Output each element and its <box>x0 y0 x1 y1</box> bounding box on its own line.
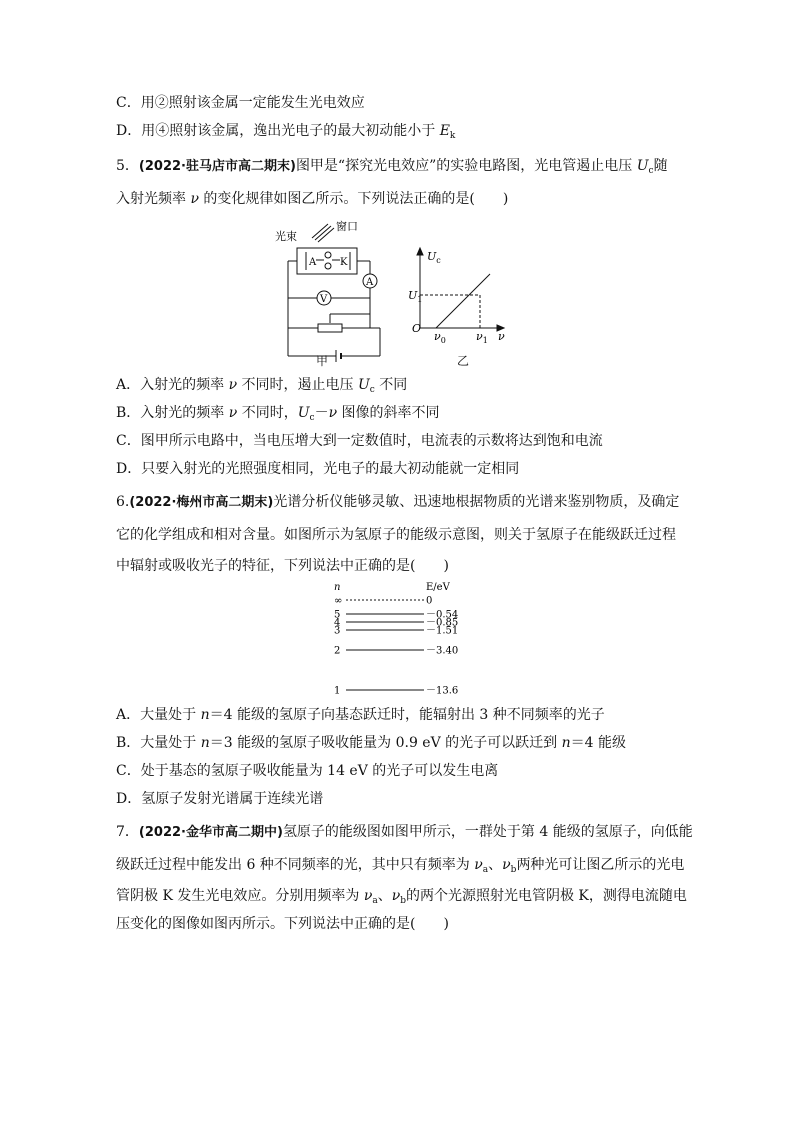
q7-stem-line2: 级跃迁过程中能发出 6 种不同频率的光，其中只有频率为 $\nu_a$、$\nu_b$两种光可让图乙所示的光电 <box>116 857 685 875</box>
q4-option-d: D．用④照射该金属，逸出光电子的最大初动能小于 $E_k$ <box>116 123 456 141</box>
level-n-label: 4 <box>334 617 341 629</box>
q6-option-d: D．氢原子发射光谱属于连续光谱 <box>116 791 324 807</box>
q5-source: (2022·驻马店市高二期末) <box>138 159 296 174</box>
q7-stem-line1: 7．(2022·金华市高二期中)氢原子的能级图如图甲所示，一群处于第 4 能级的氢原子，向低能 <box>116 824 693 840</box>
uc-nu-line <box>436 274 490 328</box>
n-header: n <box>334 582 341 593</box>
level-energy-label: －3.40 <box>426 645 459 657</box>
q4-option-c: C．用②照射该金属一定能发生光电效应 <box>116 95 365 111</box>
q5-stem-line1: 5．(2022·驻马店市高二期末)图甲是“探究光电效应”的实验电路图，光电管遏止电压 $U_c$随 <box>116 158 668 176</box>
window-label: 窗口 <box>336 220 358 233</box>
q5-stem-line2: 入射光频率 ν 的变化规律如图乙所示。下列说法正确的是( ) <box>116 191 509 207</box>
q6-option-a: A．大量处于 n＝4 能级的氢原子向基态跃迁时，能辐射出 3 种不同频率的光子 <box>116 707 605 723</box>
level-energy-label: －1.51 <box>426 625 459 637</box>
level-n-label: ∞ <box>334 595 343 607</box>
energy-header: E/eV <box>426 582 450 593</box>
q6-option-c: C．处于基态的氢原子吸收能量为 14 eV 的光子可以发生电离 <box>116 763 499 779</box>
q7-stem-line3: 管阴极 K 发生光电效应。分别用频率为 $\nu_a$、$\nu_b$的两个光源照射光电管阴极 K，测得电流随电 <box>116 888 687 906</box>
ammeter-label: A <box>366 277 374 288</box>
q5-figure-a-caption: 甲 <box>316 354 329 368</box>
level-n-label: 3 <box>334 625 341 637</box>
q6-stem-line2: 它的化学组成和相对含量。如图所示为氢原子的能级示意图，则关于氢原子在能级跃迁过程 <box>116 527 676 543</box>
x-axis-label: ν <box>498 330 505 343</box>
x-tick-nu1: $\nu_1$ <box>476 330 488 345</box>
q7-source: (2022·金华市高二期中) <box>138 825 283 840</box>
q5-figure-b-caption: 乙 <box>457 354 470 368</box>
anode-label: A <box>309 257 317 268</box>
q6-stem-line3: 中辐射或吸收光子的特征，下列说法中正确的是( ) <box>116 558 449 574</box>
q5-option-b: B．入射光的频率 ν 不同时，$U_c-\nu$ 图像的斜率不同 <box>116 405 440 423</box>
q6-energy-level-diagram <box>328 580 468 700</box>
level-n-label: 5 <box>334 609 341 621</box>
level-n-label: 2 <box>334 645 341 657</box>
y-tick-u1: $U_1$ <box>408 289 423 304</box>
voltmeter-label: V <box>320 294 328 305</box>
level-energy-label: 0 <box>426 595 433 607</box>
electron <box>325 252 331 258</box>
q7-stem-line4: 压变化的图像如图丙所示。下列说法中正确的是( ) <box>116 916 449 932</box>
x-tick-nu0: $\nu_0$ <box>434 330 446 345</box>
q5-graph-figure <box>400 246 515 346</box>
y-axis-arrow <box>417 248 423 255</box>
level-energy-label: －0.85 <box>426 617 459 629</box>
q5-option-a: A．入射光的频率 ν 不同时，遏止电压 $U_c$ 不同 <box>116 377 408 395</box>
q5-option-c: C．图甲所示电路中，当电压增大到一定数值时，电流表的示数将达到饱和电流 <box>116 433 603 449</box>
q6-stem-line1: 6.(2022·梅州市高二期末)光谱分析仪能够灵敏、迅速地根据物质的光谱来鉴别物质，及确定 <box>116 494 680 510</box>
origin-label: O <box>412 322 422 335</box>
level-energy-label: －0.54 <box>426 609 459 621</box>
q6-source: (2022·梅州市高二期末) <box>129 495 274 510</box>
q5-option-d: D．只要入射光的光照强度相同，光电子的最大初动能就一定相同 <box>116 461 520 477</box>
cathode-label: K <box>340 257 348 268</box>
level-n-label: 1 <box>334 685 341 697</box>
q6-option-b: B．大量处于 n＝3 能级的氢原子吸收能量为 0.9 eV 的光子可以跃迁到 n＝4 能级 <box>116 735 626 751</box>
light-beam-label: 光束 <box>275 230 297 243</box>
level-energy-label: －13.6 <box>426 685 459 697</box>
rheostat <box>318 324 342 332</box>
electron <box>325 263 331 269</box>
q5-circuit-figure <box>270 218 390 368</box>
y-axis-label: $U_c$ <box>427 250 441 265</box>
